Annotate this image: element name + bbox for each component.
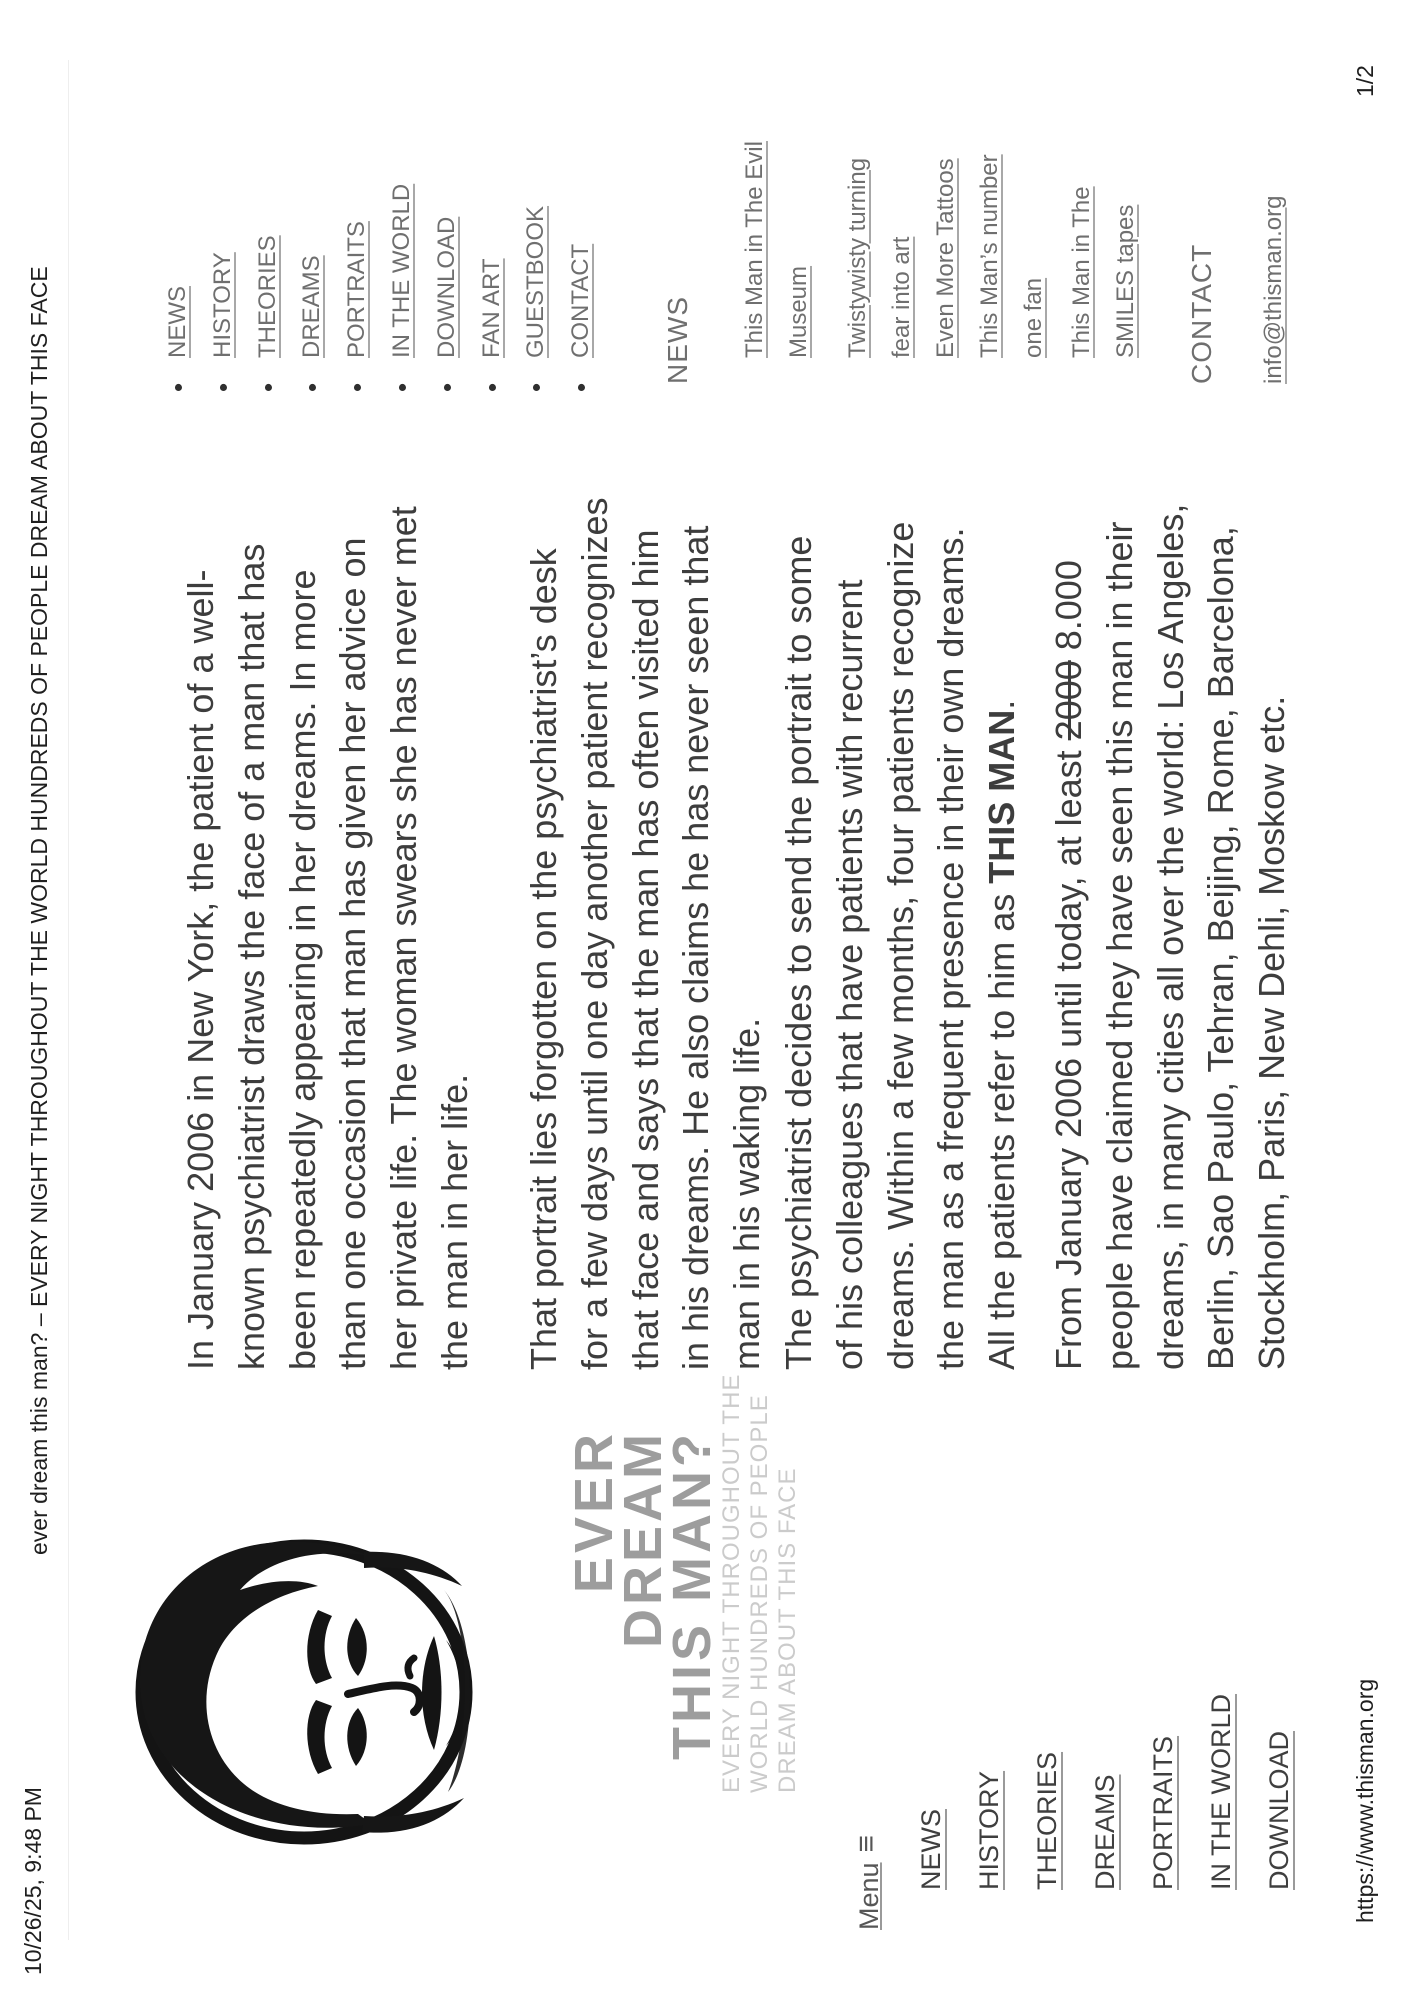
menu-item-portraits[interactable]: PORTRAITS: [1148, 1735, 1178, 1890]
menu-toggle-label[interactable]: Menu: [854, 1862, 884, 1930]
footer-page-number: 1/2: [1352, 65, 1378, 97]
sidebar-nav-item-guestbook[interactable]: • GUESTBOOK: [514, 184, 559, 358]
menu-item-download[interactable]: DOWNLOAD: [1264, 1730, 1294, 1890]
article-paragraph-3: The psychiatrist decides to send the portrait to some of his colleagues that have patients with recurrent dreams. Within a few months, four patients recognize the man as a frequent presence in their own dreams. All the patients refer to him as THIS MAN.: [774, 522, 1028, 1370]
this-man-bold-text: THIS MAN: [981, 709, 1023, 884]
news-section-heading: NEWS: [662, 296, 693, 384]
menu-item-theories[interactable]: THEORIES: [1032, 1751, 1062, 1890]
brand-tagline: [718, 1374, 802, 1793]
contact-section-heading: CONTACT: [1186, 243, 1217, 384]
sidebar-nav-item-news[interactable]: • NEWS: [156, 184, 201, 358]
article-strikethrough-line: From January 2006 until today, at least 2000 8.000: [1048, 560, 1089, 1370]
footer-url: https://www.thisman.org: [1352, 1678, 1378, 1923]
brand-title-line-1: EVER: [564, 1430, 624, 1594]
sidebar-nav-item-download[interactable]: • DOWNLOAD: [425, 184, 470, 358]
page-content-divider: [68, 60, 69, 1940]
sidebar-nav-item-theories[interactable]: • THEORIES: [246, 184, 291, 358]
brand-tagline-line-3: DREAM ABOUT THIS FACE: [774, 1467, 801, 1793]
article-this-man-line: All the patients refer to him as THIS MAN.: [981, 699, 1023, 1370]
menu-item-dreams[interactable]: DREAMS: [1090, 1774, 1120, 1890]
news-link-smiles-tapes[interactable]: This Man in The SMILES tapes: [1068, 186, 1139, 358]
article-paragraph-4: From January 2006 until today, at least 2000 8.000 people have claimed they have seen this man in their dreams, in many cities all over the world: Los Angeles, Berlin, Sao Paulo, Tehran, Beijing, Rome, Barcelona, Stockholm, Paris, New Dehli, Moskow etc.: [1044, 504, 1298, 1370]
sidebar-nav-item-portraits[interactable]: • PORTRAITS: [335, 184, 380, 358]
news-link-twistywisty[interactable]: Twistywisty turning fear into art: [844, 157, 915, 358]
brand-title-line-2: DREAM: [613, 1430, 673, 1648]
brand-title-line-3: THIS MAN?: [662, 1430, 722, 1760]
face-sketch-image: [112, 1522, 484, 1862]
menu-item-history[interactable]: HISTORY: [974, 1770, 1004, 1890]
header-datetime: 10/26/25, 9:48 PM: [20, 1787, 46, 1975]
sidebar-nav-item-dreams[interactable]: • DREAMS: [290, 184, 335, 358]
strikethrough-number: 2000: [1048, 660, 1089, 741]
menu-item-news[interactable]: NEWS: [916, 1809, 946, 1890]
contact-email-link[interactable]: info@thisman.org: [1260, 195, 1287, 384]
sidebar-nav-item-history[interactable]: • HISTORY: [201, 184, 246, 358]
menu-toggle[interactable]: [850, 1835, 885, 1930]
news-link-more-tattoos[interactable]: Even More Tattoos: [932, 158, 959, 358]
header-document-title: ever dream this man? – EVERY NIGHT THROUGHOUT THE WORLD HUNDREDS OF PEOPLE DREAM ABOUT THIS FACE: [26, 266, 52, 1555]
brand-tagline-line-1: EVERY NIGHT THROUGHOUT THE: [718, 1373, 745, 1793]
news-link-evil-museum[interactable]: This Man in The Evil Museum: [741, 141, 812, 358]
sidebar-nav: [156, 184, 604, 358]
sidebar-nav-item-fan-art[interactable]: • FAN ART: [470, 184, 515, 358]
brand-title: [564, 1430, 722, 1910]
news-link-number-one-fan[interactable]: This Man’s number one fan: [976, 154, 1047, 358]
article-paragraph-1: In January 2006 in New York, the patient of a well- known psychiatrist draws the face of a man that has been repeatedly appearing in her dreams. In more than one occasion that man has given her advice on her private life. The woman swears she has never met the man in her life.: [180, 506, 475, 1370]
sidebar-nav-item-contact[interactable]: • CONTACT: [559, 184, 604, 358]
sidebar-nav-item-in-the-world[interactable]: • IN THE WORLD: [380, 184, 425, 358]
left-menu: [902, 1694, 1308, 1890]
article-paragraph-2: That portrait lies forgotten on the psychiatrist’s desk for a few days until one day another patient recognizes that face and says that the man has often visited him in his dreams. He also claims he has never seen that man in his waking life.: [523, 497, 768, 1370]
hamburger-menu-icon[interactable]: ≡: [850, 1834, 883, 1853]
menu-item-in-the-world[interactable]: IN THE WORLD: [1206, 1693, 1236, 1890]
brand-tagline-line-2: WORLD HUNDREDS OF PEOPLE: [746, 1394, 773, 1793]
